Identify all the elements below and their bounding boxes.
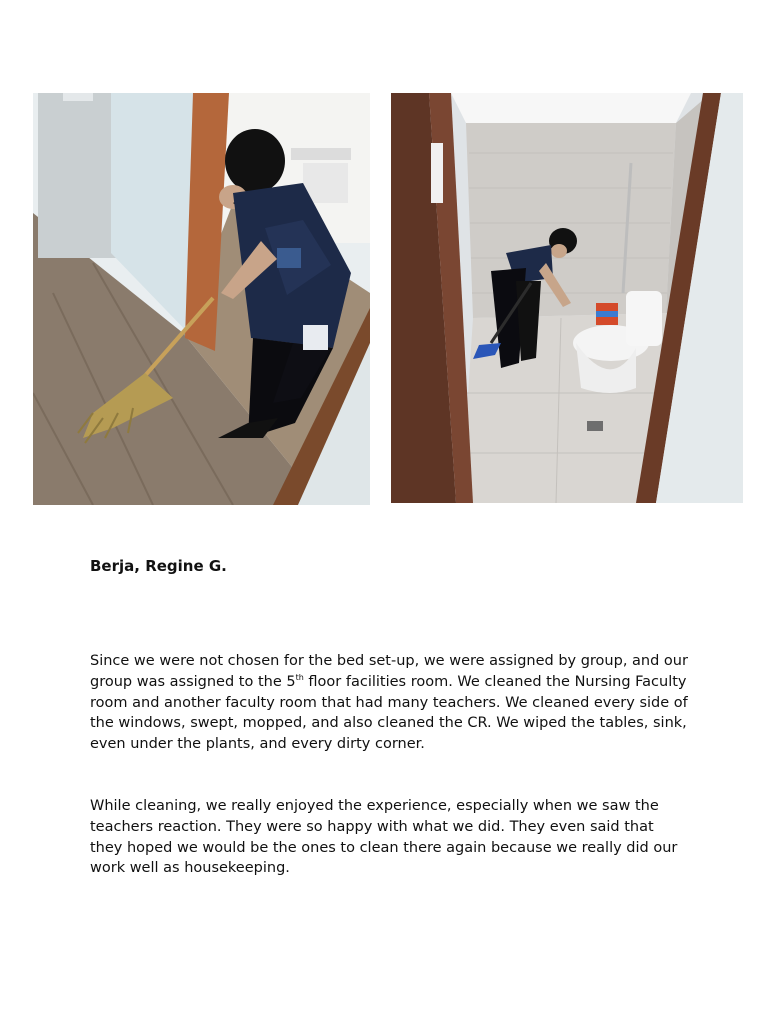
sweeping-photo (33, 93, 370, 505)
author-name: Berja, Regine G. (90, 557, 227, 575)
mopping-photo (391, 93, 743, 503)
body-paragraph-2: While cleaning, we really enjoyed the experience, especially when we saw the teachers reaction. They were so happy with what we did. They even said that they hoped we would be the ones to clean there again because we really did our work well as housekeeping. (90, 798, 678, 877)
body-paragraph-1 (90, 651, 690, 755)
paragraph-text: Since we were not chosen for the bed set-up, we were assigned by group, and our group was assigned to the 5 (90, 653, 688, 690)
paragraph-text: floor facilities room. We cleaned the Nursing Faculty room and another faculty room that had many teachers. We cleaned every side of the windows, swept, mopped, and also cleaned the CR. We wiped the tables, sink, even under the plants, and every dirty corner. (90, 673, 688, 753)
ordinal-suffix: th (295, 672, 304, 682)
